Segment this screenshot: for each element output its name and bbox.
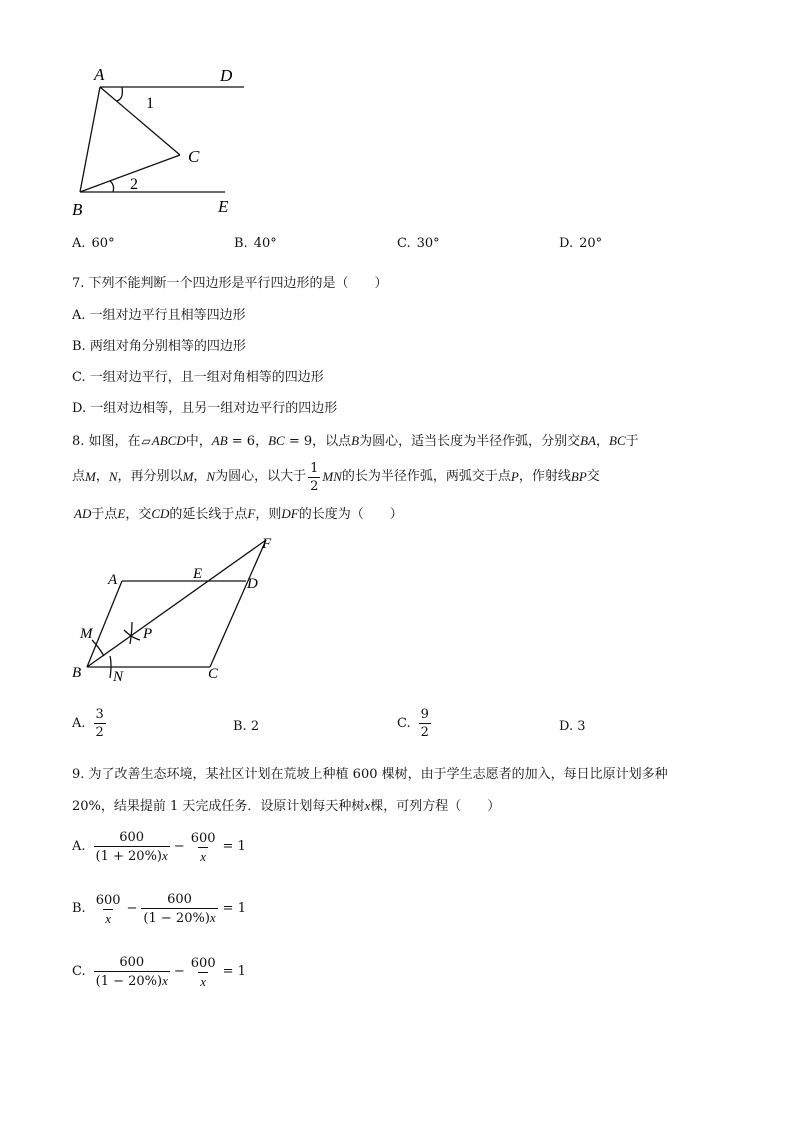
q8-math: ABCD xyxy=(151,433,186,448)
q8-math: N xyxy=(108,469,118,484)
q7-option-d: D. 一组对边相等，且另一组对边平行的四边形 xyxy=(72,401,338,416)
label-E: E xyxy=(193,566,203,582)
q9-stem-line1: 9. 为了改善生态环境，某社区计划在荒坡上种植 600 棵树，由于学生志愿者的加入，每日比原计划多种 xyxy=(72,767,668,782)
q8-math: N xyxy=(206,469,216,484)
label-D: D xyxy=(220,66,233,85)
q8-text: 交 xyxy=(586,469,600,484)
fraction-denominator xyxy=(94,971,170,989)
q6-figure xyxy=(60,60,260,225)
fraction-numerator: 600 xyxy=(95,892,121,908)
equation-fraction-1 xyxy=(94,893,123,926)
q6-option-b xyxy=(234,236,277,252)
label-F: F xyxy=(262,536,272,552)
q9-option-b xyxy=(72,892,246,926)
variable-x: x xyxy=(162,848,168,863)
label-angle-1: 1 xyxy=(146,95,154,112)
q8-option-a xyxy=(72,707,108,740)
segment-AB xyxy=(80,87,100,192)
arc-mark-P2 xyxy=(130,622,132,644)
equation-fraction-1 xyxy=(94,955,170,989)
fraction-numerator: 600 xyxy=(119,830,145,845)
fraction-numerator: 600 xyxy=(119,955,145,970)
option-letter: D. xyxy=(559,236,574,251)
q8-text: 为圆心，以大于 xyxy=(215,469,307,484)
denominator-factor: (1 − 20%) xyxy=(143,911,210,926)
q8-text: 8. 如图，在 xyxy=(72,434,141,449)
half-fraction xyxy=(308,461,320,494)
option-text: 40° xyxy=(253,236,277,251)
q8-math: DF xyxy=(281,506,299,521)
equation-fraction-2 xyxy=(141,892,217,926)
label-N: N xyxy=(113,669,124,685)
q6-option-c xyxy=(397,236,440,252)
ray-BF xyxy=(87,540,266,667)
fraction-denominator: x xyxy=(200,973,207,989)
q8-math: M xyxy=(85,469,96,484)
option-letter: B. xyxy=(72,901,86,916)
fraction-numerator: 600 xyxy=(190,830,216,846)
q6-option-d xyxy=(559,236,602,252)
q8-math: AD xyxy=(74,506,92,521)
q9-option-c xyxy=(72,955,246,989)
label-D: D xyxy=(247,576,258,592)
q8-math: CD xyxy=(151,506,170,521)
option-letter: B. xyxy=(233,719,247,734)
equation-fraction-2 xyxy=(189,956,218,989)
fraction-denominator: x xyxy=(200,848,206,864)
angle-1-arc xyxy=(116,87,122,101)
option-text: 3 xyxy=(577,719,586,734)
option-text: 60° xyxy=(91,236,115,251)
q8-text: = 9，以点 xyxy=(284,434,352,449)
q8-math: E xyxy=(117,506,126,521)
q8-text: ，作射线 xyxy=(518,469,571,484)
label-C: C xyxy=(208,666,219,682)
label-C: C xyxy=(188,147,200,166)
fraction-denominator: x xyxy=(105,910,111,926)
q7-stem: 7. 下列不能判断一个四边形是平行四边形的是（ ） xyxy=(72,276,388,291)
q8-math: BP xyxy=(570,469,587,484)
q8-math: B xyxy=(351,433,360,448)
denominator-factor: (1 − 20%) xyxy=(95,974,163,989)
q8-text: ，交 xyxy=(125,507,152,522)
label-A: A xyxy=(94,65,105,84)
q8-math: F xyxy=(247,506,256,521)
fraction-numerator: 1 xyxy=(310,460,319,476)
q8-text: ， xyxy=(596,434,610,449)
equation-rhs: = 1 xyxy=(222,901,246,916)
equation-fraction-2 xyxy=(189,831,218,864)
fraction-denominator: 2 xyxy=(310,478,319,494)
q8-math: AB xyxy=(211,433,228,448)
option-letter: B. xyxy=(234,236,248,251)
segment-AC xyxy=(100,87,180,155)
q8-text: ，则 xyxy=(255,507,282,522)
q8-option-b xyxy=(233,719,259,735)
q8-option-c xyxy=(397,707,433,740)
fraction-numerator: 9 xyxy=(420,707,429,722)
label-A: A xyxy=(108,572,118,588)
denominator-factor: (1 + 20%) xyxy=(95,849,162,864)
option-letter: A. xyxy=(72,236,86,251)
option-text: 30° xyxy=(416,236,440,251)
q8-option-d xyxy=(559,719,586,735)
q8-stem-line1 xyxy=(72,433,639,450)
q8-text: 的长度为（ ） xyxy=(298,507,403,522)
q8-text: 于点 xyxy=(91,507,118,522)
q8-text: ， xyxy=(95,469,109,484)
equation-rhs: = 1 xyxy=(222,964,246,979)
q8-math: M xyxy=(182,469,194,484)
option-letter: C. xyxy=(72,964,86,979)
q8-text: 的延长线于点 xyxy=(169,507,248,522)
arc-mark-M xyxy=(92,640,104,656)
q8-text: ，再分别以 xyxy=(117,469,183,484)
q8-math: MN xyxy=(322,469,342,484)
q9-math: x xyxy=(364,798,371,813)
label-M: M xyxy=(80,626,93,642)
q7-option-b: B. 两组对角分别相等的四边形 xyxy=(72,339,246,354)
variable-x: x xyxy=(162,973,168,988)
option-letter: A. xyxy=(72,839,86,854)
option-letter: D. xyxy=(559,719,574,734)
option-fraction xyxy=(94,707,106,740)
q8-text: ， xyxy=(193,469,207,484)
q9-text: 棵，可列方程（ ） xyxy=(370,799,501,814)
option-letter: A. xyxy=(72,715,86,731)
q8-math: BA xyxy=(580,433,596,448)
option-text: 2 xyxy=(250,719,260,734)
option-letter: C. xyxy=(397,715,411,731)
option-fraction xyxy=(419,707,431,740)
q8-math: BC xyxy=(268,433,285,448)
fraction-denominator: 2 xyxy=(420,725,429,740)
parallelogram-symbol: ▱ xyxy=(141,434,151,448)
label-E: E xyxy=(218,197,229,216)
minus-sign: − xyxy=(126,901,138,916)
q8-text: 点 xyxy=(72,469,86,484)
variable-x: x xyxy=(209,910,216,925)
option-text: 20° xyxy=(579,236,603,251)
fraction-denominator: 2 xyxy=(95,725,104,740)
q7-option-c: C. 一组对边平行，且一组对角相等的四边形 xyxy=(72,370,324,385)
q8-text: 为圆心，适当长度为半径作弧，分别交 xyxy=(359,434,581,449)
q9-option-a xyxy=(72,830,246,864)
equation-rhs: = 1 xyxy=(222,839,246,854)
option-letter: C. xyxy=(397,236,411,251)
q8-stem-line2 xyxy=(72,458,600,496)
q8-math: P xyxy=(510,469,519,484)
label-angle-2: 2 xyxy=(130,176,138,193)
fraction-numerator: 600 xyxy=(167,892,192,907)
q9-text: 20%，结果提前 1 天完成任务．设原计划每天种树 xyxy=(72,799,365,814)
q9-stem-line2 xyxy=(72,798,500,815)
equation-fraction-1 xyxy=(94,830,170,864)
q8-text: 的长为半径作弧，两弧交于点 xyxy=(341,469,511,484)
fraction-numerator: 3 xyxy=(95,707,104,722)
minus-sign: − xyxy=(173,964,185,979)
fraction-denominator xyxy=(94,846,170,864)
fraction-denominator xyxy=(141,908,217,926)
angle-2-arc xyxy=(110,181,114,192)
q6-option-a xyxy=(72,236,115,252)
q8-text: 于 xyxy=(625,434,639,449)
q8-text: = 6， xyxy=(227,434,269,449)
q8-text: 中， xyxy=(185,434,212,449)
label-P: P xyxy=(143,626,153,642)
segment-CF xyxy=(210,540,266,667)
q8-figure xyxy=(60,530,300,690)
q7-option-a: A. 一组对边平行且相等四边形 xyxy=(72,308,246,323)
q8-stem-line3 xyxy=(74,506,403,523)
q8-math: BC xyxy=(609,433,626,448)
label-B: B xyxy=(72,665,82,681)
minus-sign: − xyxy=(173,839,185,854)
fraction-numerator: 600 xyxy=(190,955,216,971)
label-B: B xyxy=(72,200,83,219)
